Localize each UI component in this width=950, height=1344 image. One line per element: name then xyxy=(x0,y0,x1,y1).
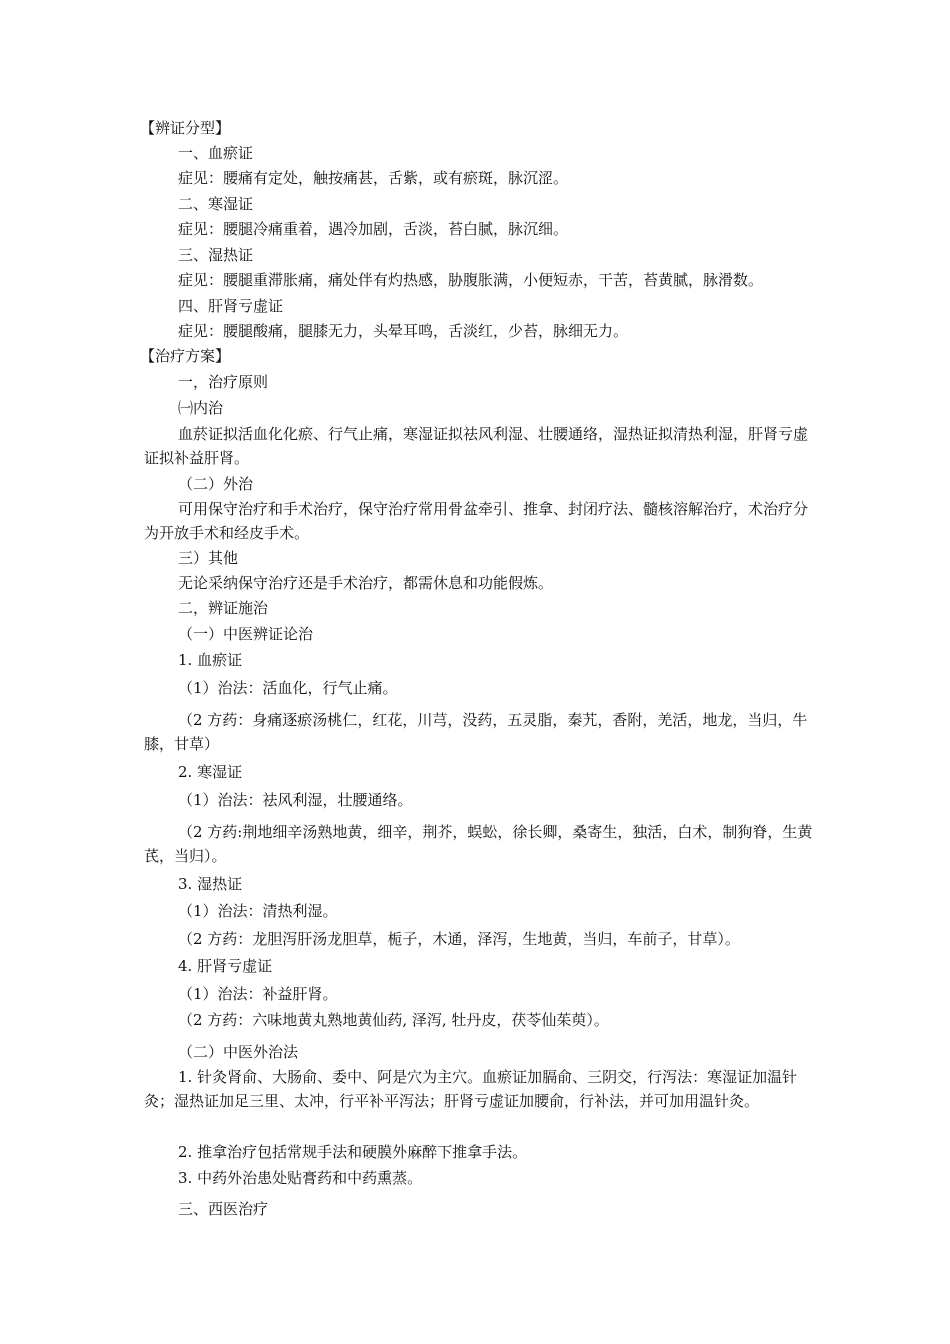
item-damp-heat-method: （1）治法：清热利湿。 xyxy=(178,902,338,920)
type-liver-kidney-symptoms: 症见：腰腿酸痛，腿膝无力，头晕耳鸣，舌淡红，少苔，脉细无力。 xyxy=(178,322,629,340)
type-blood-stasis-title: 一、血瘀证 xyxy=(178,144,254,162)
item-blood-stasis-method: （1）治法：活血化，行气止痛。 xyxy=(178,679,398,697)
treatment-principles-title: 一，治疗原则 xyxy=(178,373,269,391)
external-methods-title: （二）中医外治法 xyxy=(178,1043,299,1061)
item-damp-heat-prescription: （2 方药：龙胆泻肝汤龙胆草，栀子，木通，泽泻，生地黄，当归，车前子，甘草）。 xyxy=(178,930,740,948)
item-cold-damp-method: （1）治法：祛风利湿，壮腰通络。 xyxy=(178,791,413,809)
type-blood-stasis-symptoms: 症见：腰痛有定处，触按痛甚，舌紫，或有瘀斑，脉沉涩。 xyxy=(178,169,569,187)
item-damp-heat: 3. 湿热证 xyxy=(178,875,243,893)
herbal-external-text: 3. 中药外治患处贴膏药和中药熏蒸。 xyxy=(178,1169,423,1187)
item-blood-stasis-prescription: （2 方药：身痛逐瘀汤桃仁，红花，川芎，没药，五灵脂，秦艽，香附，羌活，地龙，当归，牛膝，甘草） xyxy=(144,711,808,753)
item-liver-kidney-prescription: （2 方药：六味地黄丸熟地黄仙药, 泽泻, 牡丹皮，茯苓仙茱萸）。 xyxy=(178,1011,609,1029)
item-cold-damp: 2. 寒湿证 xyxy=(178,763,243,781)
external-treatment-title: （二）外治 xyxy=(178,475,254,493)
syndrome-treatment-title: 二，辨证施治 xyxy=(178,599,269,617)
type-cold-damp-symptoms: 症见：腰腿冷痛重着，遇冷加剧，舌淡，苔白腻，脉沉细。 xyxy=(178,220,569,238)
item-liver-kidney: 4. 肝肾亏虚证 xyxy=(178,957,273,975)
type-damp-heat-title: 三、湿热证 xyxy=(178,246,254,264)
section-heading-treatment-plan: 【治疗方案】 xyxy=(140,347,231,365)
item-liver-kidney-method: （1）治法：补益肝肾。 xyxy=(178,985,338,1003)
item-cold-damp-prescription: （2 方药:荆地细辛汤熟地黄，细辛，荆芥，蜈蚣，徐长卿，桑寄生，独活，白术，制狗脊，生黄芪，当归）。 xyxy=(144,823,813,865)
type-liver-kidney-title: 四、肝肾亏虚证 xyxy=(178,297,284,315)
acupuncture-text: 1. 针灸肾俞、大肠俞、委中、阿是穴为主穴。血瘀证加膈俞、三阴交，行泻法：寒湿证加温针灸；湿热证加足三里、太冲，行平补平泻法；肝肾亏虚证加腰俞，行补法，并可加用温针灸。 xyxy=(144,1068,798,1110)
other-treatment-title: 三）其他 xyxy=(178,549,239,567)
section-heading-syndrome-types: 【辨证分型】 xyxy=(140,119,231,137)
type-cold-damp-title: 二、寒湿证 xyxy=(178,195,254,213)
internal-treatment-title: ㈠内治 xyxy=(178,399,224,417)
other-treatment-text: 无论采纳保守治疗还是手术治疗，都需休息和功能假炼。 xyxy=(178,574,554,592)
western-treatment-title: 三、西医治疗 xyxy=(178,1200,269,1218)
internal-treatment-text: 血菸证拟活血化化瘀、行气止痛，寒湿证拟祛风利湿、壮腰通络，湿热证拟清热利湿，肝肾亏虚证拟补益肝肾。 xyxy=(144,425,809,467)
type-damp-heat-symptoms: 症见：腰腿重滞胀痛，痛处伴有灼热感，胁腹胀满，小便短赤，干苦，苔黄腻，脉滑数。 xyxy=(178,271,764,289)
item-blood-stasis: 1. 血瘀证 xyxy=(178,651,243,669)
tcm-differentiation-title: （一）中医辨证论治 xyxy=(178,625,314,643)
massage-text: 2. 推拿治疗包括常规手法和硬膜外麻醉下推拿手法。 xyxy=(178,1143,528,1161)
external-treatment-text: 可用保守治疗和手术治疗，保守治疗常用骨盆牵引、推拿、封闭疗法、髓核溶解治疗，术治疗分为开放手术和经皮手术。 xyxy=(144,500,809,542)
